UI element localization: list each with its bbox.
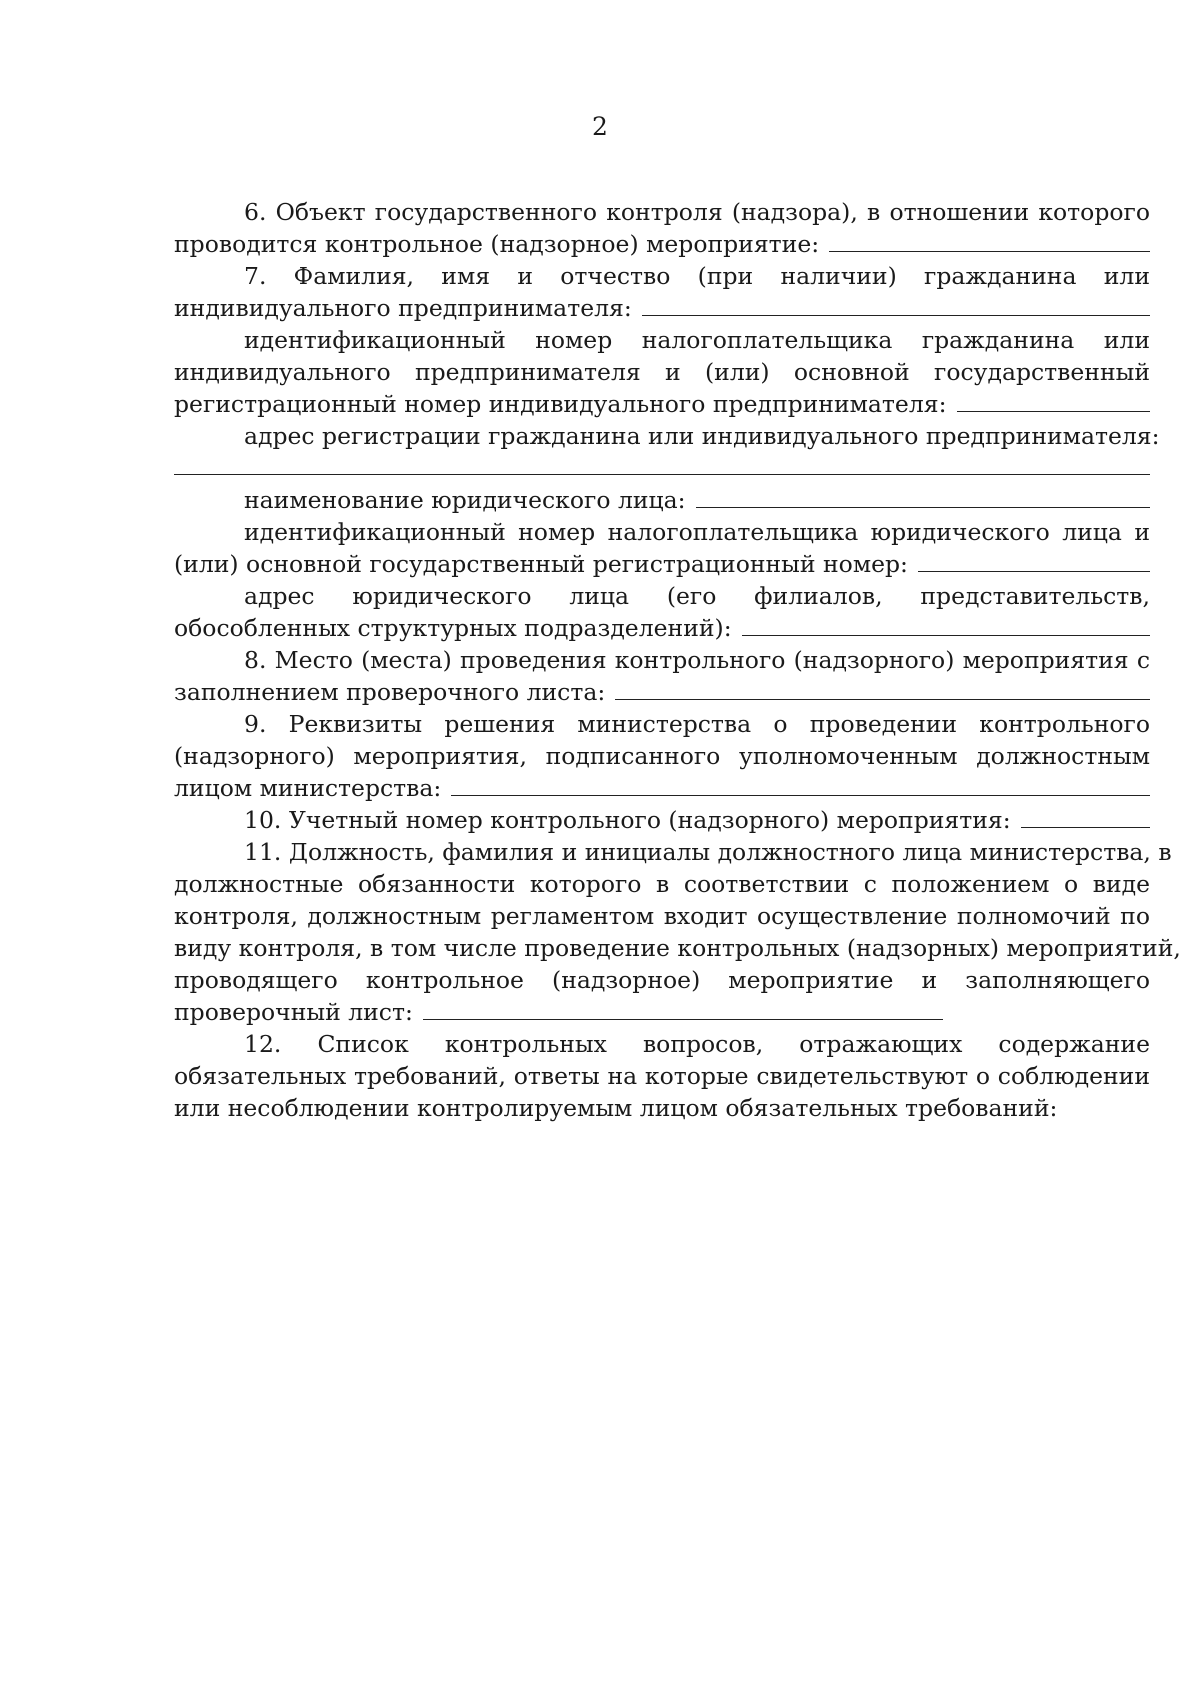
address-legal-blank-field[interactable] bbox=[742, 613, 1150, 636]
address-individual-line-1: адрес регистрации гражданина или индивидуального предпринимателя: bbox=[244, 422, 1160, 450]
document-body bbox=[174, 196, 1181, 1124]
legal-entity-name-line bbox=[174, 484, 1150, 516]
item-12-line-2: обязательных требований, ответы на которые свидетельствуют о соблюдении bbox=[174, 1062, 1150, 1090]
item-9-line-3 bbox=[174, 772, 1150, 804]
item-12-line-3: или несоблюдении контролируемым лицом обязательных требований: bbox=[174, 1094, 1058, 1122]
item-11-line-1: 11. Должность, фамилия и инициалы должностного лица министерства, в bbox=[244, 838, 1172, 866]
address-legal-line-2 bbox=[174, 612, 1150, 644]
address-legal-line-1: адрес юридического лица (его филиалов, представительств, bbox=[244, 582, 1150, 610]
inn-individual-line-1: идентификационный номер налогоплательщика гражданина или bbox=[244, 326, 1150, 354]
item-8-line-1: 8. Место (места) проведения контрольного (надзорного) мероприятия с bbox=[244, 646, 1150, 674]
inn-individual-line-3 bbox=[174, 388, 1150, 420]
address-legal-text: обособленных структурных подразделений): bbox=[174, 614, 732, 642]
legal-entity-name-blank-field[interactable] bbox=[696, 485, 1150, 508]
item-7-text: индивидуального предпринимателя: bbox=[174, 294, 632, 322]
item-11-line-5: проводящего контрольное (надзорное) мероприятие и заполняющего bbox=[174, 966, 1150, 994]
inn-individual-blank-field[interactable] bbox=[957, 389, 1150, 412]
item-9-text: лицом министерства: bbox=[174, 774, 442, 802]
item-6-blank-field[interactable] bbox=[829, 229, 1150, 252]
legal-entity-name-text: наименование юридического лица: bbox=[244, 486, 686, 514]
inn-legal-line-1: идентификационный номер налогоплательщика юридического лица и bbox=[244, 518, 1150, 546]
item-8-line-2 bbox=[174, 676, 1150, 708]
item-11-line-3: контроля, должностным регламентом входит осуществление полномочий по bbox=[174, 902, 1150, 930]
item-12-line-1: 12. Список контрольных вопросов, отражающих содержание bbox=[244, 1030, 1150, 1058]
item-7-line-2 bbox=[174, 292, 1150, 324]
page-number: 2 bbox=[592, 112, 608, 141]
item-9-line-1: 9. Реквизиты решения министерства о проведении контрольного bbox=[244, 710, 1150, 738]
address-individual-line-2 bbox=[174, 452, 1150, 484]
item-9-line-2: (надзорного) мероприятия, подписанного уполномоченным должностным bbox=[174, 742, 1150, 770]
inn-legal-line-2 bbox=[174, 548, 1150, 580]
item-9-blank-field[interactable] bbox=[451, 773, 1150, 796]
item-6-line-1: 6. Объект государственного контроля (надзора), в отношении которого bbox=[244, 198, 1150, 226]
item-7-blank-field[interactable] bbox=[642, 293, 1150, 316]
inn-individual-line-2: индивидуального предпринимателя и (или) основной государственный bbox=[174, 358, 1150, 386]
item-11-blank-field[interactable] bbox=[423, 997, 943, 1020]
item-6-line-2 bbox=[174, 228, 1150, 260]
inn-individual-text: регистрационный номер индивидуального предпринимателя: bbox=[174, 390, 947, 418]
item-11-line-6 bbox=[174, 996, 1150, 1028]
item-10-line bbox=[174, 804, 1150, 836]
item-8-text: заполнением проверочного листа: bbox=[174, 678, 606, 706]
item-10-text: 10. Учетный номер контрольного (надзорного) мероприятия: bbox=[244, 806, 1011, 834]
item-11-line-4: виду контроля, в том числе проведение контрольных (надзорных) мероприятий, bbox=[174, 934, 1181, 962]
item-6-text: проводится контрольное (надзорное) мероприятие: bbox=[174, 230, 820, 258]
item-8-blank-field[interactable] bbox=[615, 677, 1150, 700]
item-10-blank-field[interactable] bbox=[1021, 805, 1150, 828]
item-11-line-2: должностные обязанности которого в соответствии с положением о виде bbox=[174, 870, 1150, 898]
inn-legal-text: (или) основной государственный регистрационный номер: bbox=[174, 550, 908, 578]
item-7-line-1: 7. Фамилия, имя и отчество (при наличии) гражданина или bbox=[244, 262, 1150, 290]
inn-legal-blank-field[interactable] bbox=[918, 549, 1150, 572]
address-individual-blank-field[interactable] bbox=[174, 452, 1150, 475]
item-11-text: проверочный лист: bbox=[174, 998, 413, 1026]
